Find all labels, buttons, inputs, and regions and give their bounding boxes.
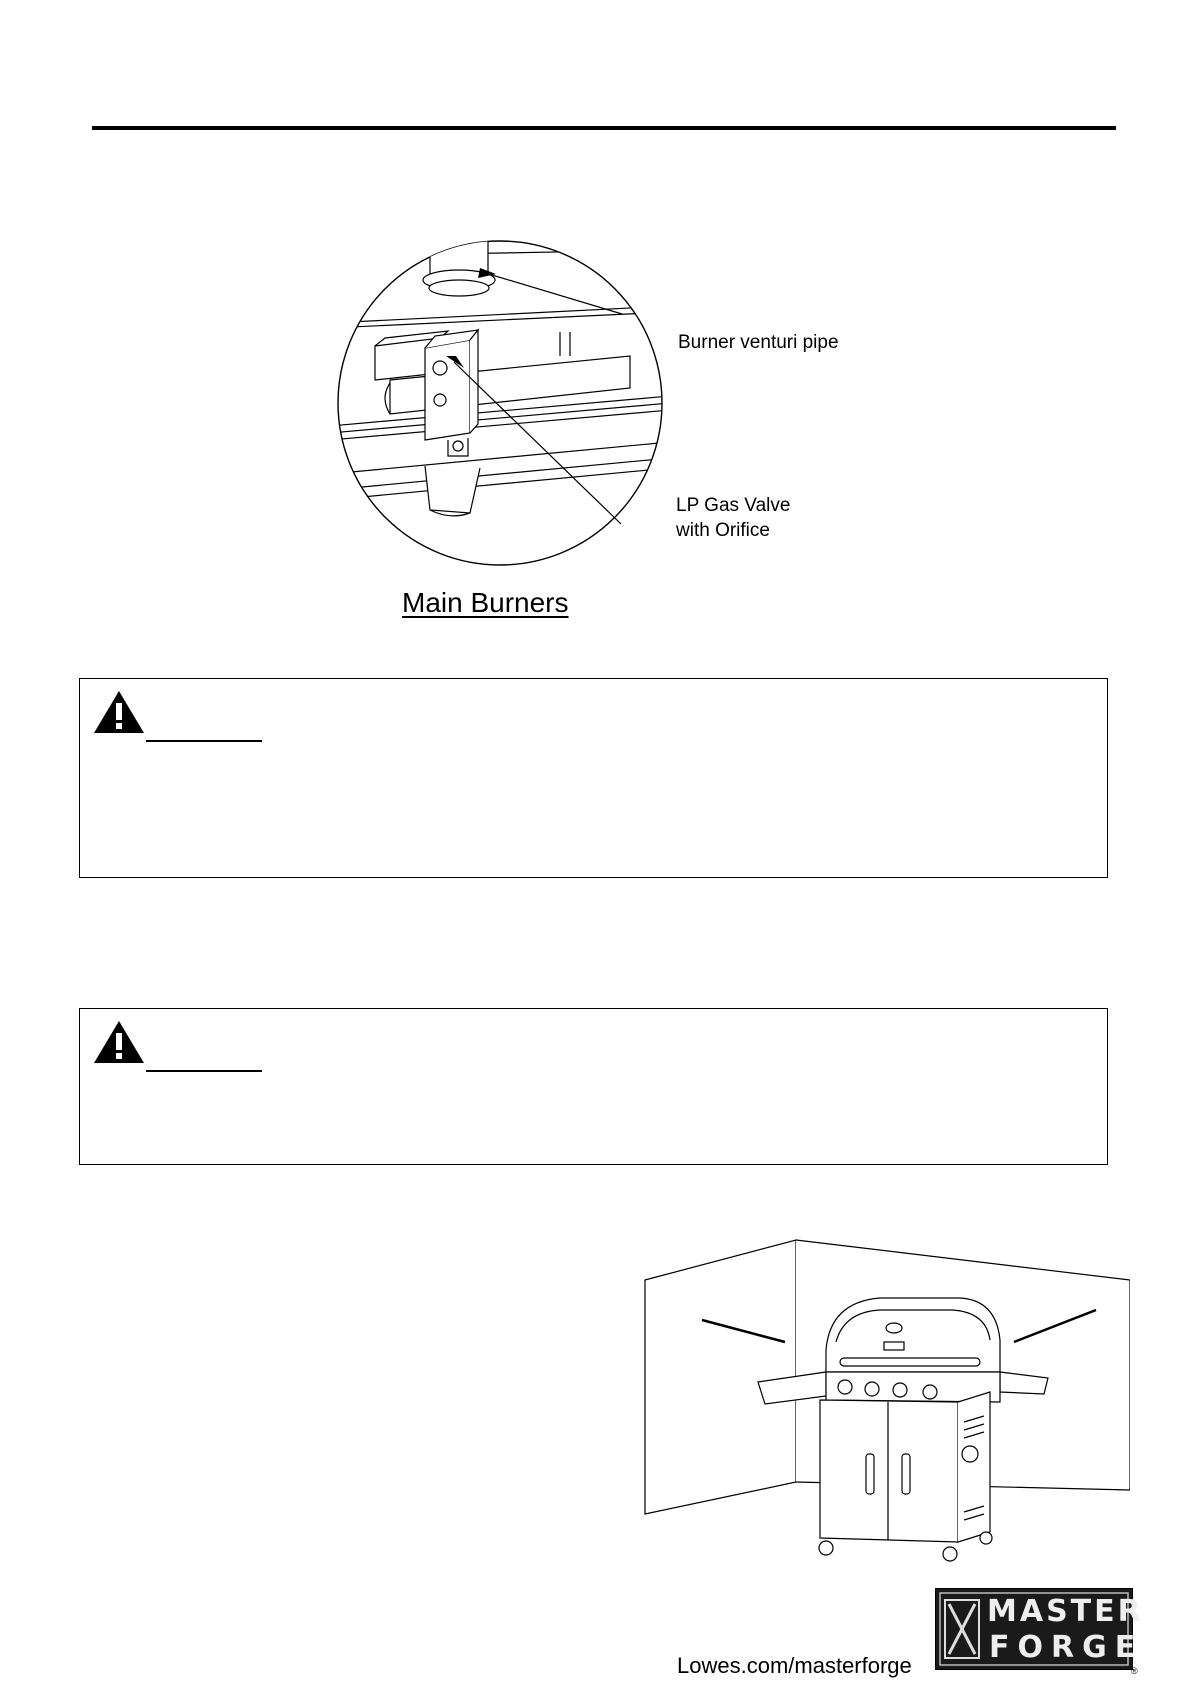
header-rule [92, 126, 1116, 130]
callout-venturi-pipe: Burner venturi pipe [678, 332, 839, 353]
warning-heading-rule [146, 740, 262, 742]
grill-clearance-illustration [640, 1232, 1130, 1562]
logo-line-forge: FORGE [989, 1630, 1144, 1665]
warning-box-1 [79, 678, 1108, 878]
warning-heading-rule [146, 1070, 262, 1072]
callout-gas-valve-line2: with Orifice [676, 520, 770, 541]
warning-box-2 [79, 1008, 1108, 1165]
registered-mark: ® [1131, 1666, 1138, 1676]
footer-url[interactable]: Lowes.com/masterforge [677, 1653, 912, 1678]
master-forge-logo [935, 1588, 1144, 1670]
diagram-caption: Main Burners [402, 587, 569, 618]
logo-line-master: MASTER [987, 1594, 1144, 1629]
callout-gas-valve-line1: LP Gas Valve [676, 495, 791, 516]
burner-diagram [330, 228, 850, 588]
warning-triangle-icon [92, 689, 146, 735]
warning-triangle-icon [92, 1019, 146, 1065]
